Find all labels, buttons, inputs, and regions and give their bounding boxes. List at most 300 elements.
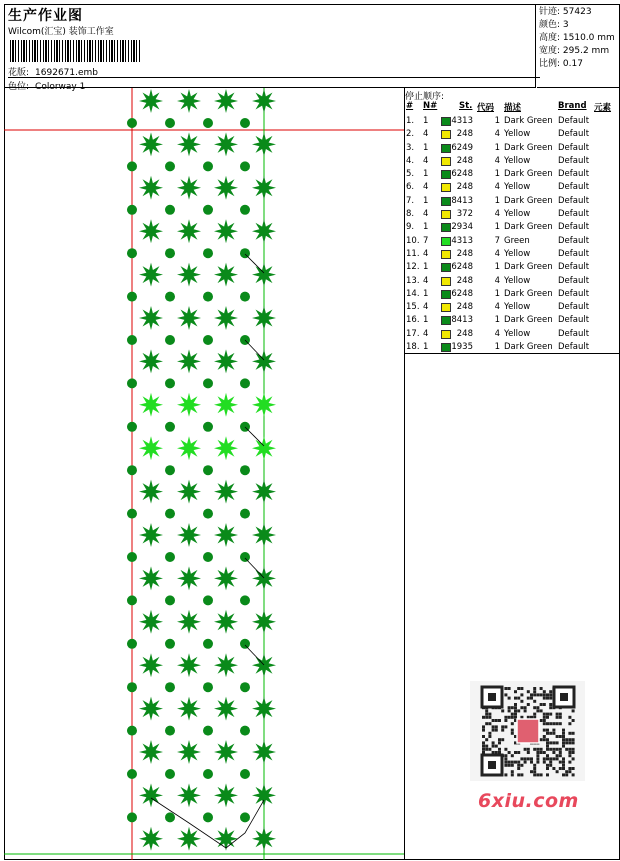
qr-module bbox=[508, 716, 511, 719]
leaf-motif-center bbox=[147, 357, 156, 366]
qr-module bbox=[556, 716, 559, 719]
table-row bbox=[405, 301, 620, 314]
leaf-motif-center bbox=[260, 314, 269, 323]
cell-needle: 4 bbox=[423, 302, 429, 313]
leaf-motif-center bbox=[185, 270, 194, 279]
qr-module bbox=[572, 741, 575, 744]
leaf-motif-center bbox=[260, 140, 269, 149]
qr-module bbox=[511, 729, 514, 732]
qr-module bbox=[488, 722, 491, 725]
qr-module bbox=[543, 690, 546, 693]
jump-stitch-line bbox=[245, 340, 264, 360]
dot-motif bbox=[203, 552, 213, 562]
cell-brand: Default bbox=[558, 315, 590, 326]
qr-module bbox=[572, 748, 575, 751]
cell-code: 4 bbox=[494, 155, 500, 166]
qr-module bbox=[546, 741, 549, 744]
qr-module bbox=[524, 709, 527, 712]
qr-module bbox=[504, 725, 507, 728]
qr-module bbox=[508, 751, 511, 754]
stop-sequence-rows bbox=[405, 115, 620, 354]
leaf-motif-center bbox=[185, 487, 194, 496]
dot-motif bbox=[165, 552, 175, 562]
qr-module bbox=[543, 738, 546, 741]
design-file: 1692671.emb bbox=[35, 68, 99, 78]
cell-desc: Yellow bbox=[504, 248, 531, 259]
table-row bbox=[405, 155, 620, 168]
qr-module bbox=[520, 706, 523, 709]
qr-module bbox=[572, 757, 575, 760]
stop-sequence-panel bbox=[405, 88, 620, 354]
qr-module bbox=[543, 735, 546, 738]
leaf-motif-center bbox=[185, 140, 194, 149]
cell-needle: 1 bbox=[423, 342, 429, 353]
cell-desc: Yellow bbox=[504, 209, 531, 220]
qr-module bbox=[546, 729, 549, 732]
dot-motif bbox=[165, 595, 175, 605]
qr-module bbox=[482, 725, 485, 728]
cell-stitches: 372 bbox=[456, 209, 473, 220]
qr-module bbox=[498, 741, 501, 744]
color-swatch bbox=[441, 316, 451, 325]
qr-module bbox=[533, 687, 536, 690]
leaf-motif-center bbox=[185, 791, 194, 800]
leaf-motif-center bbox=[222, 400, 231, 409]
qr-module bbox=[533, 690, 536, 693]
cell-code: 4 bbox=[494, 209, 500, 220]
qr-module bbox=[540, 719, 543, 722]
qr-module bbox=[533, 767, 536, 770]
cell-code: 1 bbox=[494, 262, 500, 273]
dot-motif bbox=[165, 639, 175, 649]
dot-motif bbox=[127, 595, 137, 605]
cell-code: 4 bbox=[494, 248, 500, 259]
qr-module bbox=[562, 773, 565, 776]
qr-module bbox=[511, 754, 514, 757]
leaf-motif-center bbox=[222, 661, 231, 670]
color-swatch bbox=[441, 223, 451, 232]
qr-module bbox=[549, 697, 552, 700]
table-row bbox=[405, 221, 620, 234]
qr-module bbox=[562, 738, 565, 741]
qr-module bbox=[546, 773, 549, 776]
qr-module bbox=[536, 757, 539, 760]
qr-module bbox=[501, 725, 504, 728]
table-row bbox=[405, 115, 620, 128]
qr-module bbox=[504, 719, 507, 722]
cell-desc: Yellow bbox=[504, 328, 531, 339]
qr-module bbox=[504, 687, 507, 690]
cell-no: 7. bbox=[406, 195, 415, 206]
col-header-st: St. bbox=[459, 101, 473, 111]
qr-module bbox=[492, 719, 495, 722]
leaf-motif-center bbox=[260, 444, 269, 453]
qr-module bbox=[546, 745, 549, 748]
leaf-motif-center bbox=[222, 748, 231, 757]
cell-no: 18. bbox=[406, 342, 420, 353]
cell-stitches: 4313 bbox=[451, 116, 473, 126]
cell-code: 4 bbox=[494, 182, 500, 193]
cell-brand: Default bbox=[558, 328, 590, 339]
qr-module bbox=[517, 773, 520, 776]
qr-module bbox=[514, 761, 517, 764]
cell-brand: Default bbox=[558, 182, 590, 193]
qr-module bbox=[540, 748, 543, 751]
color-swatch bbox=[441, 157, 451, 166]
leaf-motif-center bbox=[222, 834, 231, 843]
dot-motif bbox=[165, 292, 175, 302]
qr-module bbox=[517, 751, 520, 754]
color-swatch bbox=[441, 290, 451, 299]
qr-module bbox=[543, 761, 546, 764]
cell-code: 4 bbox=[494, 302, 500, 313]
qr-module bbox=[565, 770, 568, 773]
qr-module bbox=[549, 764, 552, 767]
qr-module bbox=[540, 693, 543, 696]
cell-needle: 1 bbox=[423, 195, 429, 206]
leaf-motif-center bbox=[222, 357, 231, 366]
qr-module bbox=[556, 722, 559, 725]
cell-desc: Dark Green bbox=[504, 315, 553, 326]
leaf-motif-center bbox=[185, 400, 194, 409]
jump-stitch-line bbox=[245, 558, 264, 578]
leaf-motif-center bbox=[185, 704, 194, 713]
table-row bbox=[405, 208, 620, 221]
leaf-motif-center bbox=[222, 97, 231, 106]
cell-needle: 1 bbox=[423, 315, 429, 326]
leaf-motif-center bbox=[222, 704, 231, 713]
cell-code: 1 bbox=[494, 116, 500, 126]
qr-module bbox=[572, 767, 575, 770]
leaf-motif-center bbox=[147, 748, 156, 757]
cell-code: 1 bbox=[494, 142, 500, 153]
qr-module bbox=[508, 764, 511, 767]
cell-code: 1 bbox=[494, 195, 500, 206]
dot-motif bbox=[203, 292, 213, 302]
qr-module bbox=[572, 709, 575, 712]
qr-module bbox=[504, 764, 507, 767]
leaf-motif-center bbox=[222, 270, 231, 279]
cell-desc: Yellow bbox=[504, 129, 531, 140]
qr-module bbox=[568, 732, 571, 735]
dot-motif bbox=[165, 205, 175, 215]
design-label: 花版: bbox=[8, 68, 30, 78]
jump-stitch-line bbox=[245, 254, 264, 273]
dot-motif bbox=[127, 812, 137, 822]
spec-scale: 比例: 0.17 bbox=[539, 59, 583, 69]
cell-needle: 1 bbox=[423, 222, 429, 233]
qr-module bbox=[504, 761, 507, 764]
qr-module bbox=[530, 697, 533, 700]
qr-module bbox=[520, 773, 523, 776]
qr-module bbox=[543, 713, 546, 716]
qr-module bbox=[495, 725, 498, 728]
dot-motif bbox=[203, 509, 213, 519]
dot-motif bbox=[127, 726, 137, 736]
cell-code: 4 bbox=[494, 328, 500, 339]
qr-module bbox=[511, 770, 514, 773]
leaf-motif-center bbox=[222, 791, 231, 800]
leaf-motif-center bbox=[147, 270, 156, 279]
qr-module bbox=[559, 735, 562, 738]
qr-module bbox=[568, 770, 571, 773]
qr-finder-center bbox=[560, 693, 568, 701]
qr-module bbox=[543, 757, 546, 760]
header-block bbox=[4, 4, 536, 92]
qr-module bbox=[530, 693, 533, 696]
qr-module bbox=[546, 754, 549, 757]
qr-module bbox=[546, 748, 549, 751]
leaf-motif-center bbox=[147, 183, 156, 192]
qr-module bbox=[514, 703, 517, 706]
dot-motif bbox=[127, 292, 137, 302]
cell-needle: 4 bbox=[423, 328, 429, 339]
qr-module bbox=[511, 722, 514, 725]
design-canvas bbox=[4, 88, 405, 860]
qr-module bbox=[536, 773, 539, 776]
qr-module bbox=[556, 757, 559, 760]
leaf-motif-center bbox=[260, 357, 269, 366]
cell-stitches: 6248 bbox=[451, 288, 473, 299]
leaf-motif-center bbox=[185, 748, 194, 757]
leaf-motif-center bbox=[147, 617, 156, 626]
watermark-logo: 6xiu.com bbox=[478, 790, 579, 812]
color-swatch bbox=[441, 117, 451, 126]
qr-module bbox=[568, 748, 571, 751]
qr-module bbox=[546, 722, 549, 725]
leaf-motif-center bbox=[260, 531, 269, 540]
table-row bbox=[405, 195, 620, 208]
qr-module bbox=[533, 693, 536, 696]
qr-module bbox=[536, 709, 539, 712]
qr-module bbox=[568, 741, 571, 744]
qr-module bbox=[511, 732, 514, 735]
qr-module bbox=[533, 748, 536, 751]
cell-desc: Dark Green bbox=[504, 288, 553, 299]
cell-brand: Default bbox=[558, 275, 590, 286]
qr-module bbox=[524, 706, 527, 709]
qr-module bbox=[495, 745, 498, 748]
leaf-motif-center bbox=[260, 748, 269, 757]
qr-module bbox=[546, 713, 549, 716]
cell-stitches: 6248 bbox=[451, 169, 473, 180]
cell-code: 1 bbox=[494, 342, 500, 353]
leaf-motif-center bbox=[185, 357, 194, 366]
cell-no: 16. bbox=[406, 315, 420, 326]
cell-no: 3. bbox=[406, 142, 415, 153]
qr-module bbox=[556, 735, 559, 738]
qr-module bbox=[527, 697, 530, 700]
qr-module bbox=[511, 713, 514, 716]
colorway-label: 色位: bbox=[8, 82, 30, 92]
leaf-motif-center bbox=[147, 444, 156, 453]
cell-brand: Default bbox=[558, 142, 590, 153]
cell-brand: Default bbox=[558, 288, 590, 299]
qr-module bbox=[485, 748, 488, 751]
qr-module bbox=[536, 754, 539, 757]
qr-module bbox=[559, 716, 562, 719]
dot-motif bbox=[203, 639, 213, 649]
cell-no: 8. bbox=[406, 209, 415, 220]
leaf-motif-center bbox=[185, 227, 194, 236]
cell-code: 1 bbox=[494, 288, 500, 299]
cell-desc: Dark Green bbox=[504, 195, 553, 206]
qr-module bbox=[504, 693, 507, 696]
cell-desc: Dark Green bbox=[504, 262, 553, 273]
leaf-motif-center bbox=[222, 531, 231, 540]
qr-module bbox=[485, 745, 488, 748]
cell-desc: Yellow bbox=[504, 182, 531, 193]
qr-module bbox=[514, 751, 517, 754]
qr-module bbox=[559, 722, 562, 725]
color-swatch bbox=[441, 303, 451, 312]
dot-motif bbox=[127, 509, 137, 519]
cell-stitches: 6249 bbox=[451, 142, 473, 153]
qr-module bbox=[511, 773, 514, 776]
qr-module bbox=[549, 722, 552, 725]
table-row bbox=[405, 328, 620, 341]
dot-motif bbox=[203, 465, 213, 475]
leaf-motif-center bbox=[185, 661, 194, 670]
dot-motif bbox=[127, 118, 137, 128]
qr-module bbox=[559, 754, 562, 757]
qr-module bbox=[549, 757, 552, 760]
qr-module bbox=[556, 713, 559, 716]
qr-module bbox=[549, 713, 552, 716]
spec-colors: 颜色: 3 bbox=[539, 20, 569, 30]
qr-module bbox=[552, 757, 555, 760]
qr-module bbox=[549, 690, 552, 693]
table-row bbox=[405, 128, 620, 141]
leaf-motif-center bbox=[185, 97, 194, 106]
qr-center-logo bbox=[517, 719, 539, 743]
dot-motif bbox=[240, 639, 250, 649]
cell-brand: Default bbox=[558, 129, 590, 140]
qr-module bbox=[562, 764, 565, 767]
dot-motif bbox=[165, 726, 175, 736]
cell-desc: Green bbox=[504, 235, 530, 246]
qr-module bbox=[520, 693, 523, 696]
specs-block bbox=[537, 4, 620, 88]
qr-module bbox=[517, 764, 520, 767]
col-header-brand: Brand bbox=[558, 101, 587, 111]
qr-module bbox=[488, 713, 491, 716]
qr-module bbox=[482, 745, 485, 748]
qr-module bbox=[546, 764, 549, 767]
dot-motif bbox=[127, 769, 137, 779]
qr-module bbox=[562, 761, 565, 764]
qr-module bbox=[514, 713, 517, 716]
leaf-motif-center bbox=[222, 574, 231, 583]
qr-module bbox=[572, 751, 575, 754]
qr-finder-center bbox=[488, 693, 496, 701]
dot-motif bbox=[203, 118, 213, 128]
qr-module bbox=[530, 761, 533, 764]
qr-module bbox=[492, 741, 495, 744]
leaf-motif-center bbox=[185, 834, 194, 843]
leaf-motif-center bbox=[147, 791, 156, 800]
qr-module bbox=[543, 716, 546, 719]
dot-motif bbox=[127, 335, 137, 345]
cell-needle: 4 bbox=[423, 182, 429, 193]
cell-stitches: 6248 bbox=[451, 262, 473, 273]
cell-desc: Dark Green bbox=[504, 116, 553, 126]
table-row bbox=[405, 341, 620, 354]
cell-stitches: 248 bbox=[456, 302, 473, 313]
qr-code bbox=[470, 681, 585, 781]
qr-module bbox=[559, 767, 562, 770]
cell-no: 1. bbox=[406, 116, 415, 126]
qr-module bbox=[498, 738, 501, 741]
qr-module bbox=[511, 764, 514, 767]
table-row bbox=[405, 314, 620, 327]
leaf-motif-center bbox=[222, 314, 231, 323]
table-row bbox=[405, 288, 620, 301]
qr-module bbox=[524, 757, 527, 760]
cell-needle: 4 bbox=[423, 155, 429, 166]
qr-module bbox=[552, 767, 555, 770]
qr-module bbox=[540, 703, 543, 706]
cell-needle: 4 bbox=[423, 275, 429, 286]
qr-module bbox=[562, 729, 565, 732]
qr-module bbox=[508, 709, 511, 712]
col-header-desc: 描述 bbox=[504, 103, 522, 113]
cell-brand: Default bbox=[558, 262, 590, 273]
cell-needle: 4 bbox=[423, 129, 429, 140]
qr-module bbox=[530, 757, 533, 760]
qr-module bbox=[546, 693, 549, 696]
cell-needle: 4 bbox=[423, 248, 429, 259]
qr-module bbox=[556, 748, 559, 751]
dot-motif bbox=[240, 552, 250, 562]
cell-no: 11. bbox=[406, 248, 420, 259]
qr-module bbox=[533, 764, 536, 767]
page-title: 生产作业图 bbox=[8, 8, 83, 24]
qr-module bbox=[536, 693, 539, 696]
qr-module bbox=[508, 697, 511, 700]
qr-module bbox=[501, 709, 504, 712]
dot-motif bbox=[203, 205, 213, 215]
qr-module bbox=[546, 716, 549, 719]
dot-motif bbox=[240, 248, 250, 258]
qr-module bbox=[495, 729, 498, 732]
color-swatch bbox=[441, 210, 451, 219]
qr-module bbox=[536, 751, 539, 754]
qr-module bbox=[504, 754, 507, 757]
cell-needle: 4 bbox=[423, 209, 429, 220]
col-header-elem: 元素 bbox=[594, 103, 612, 113]
qr-module bbox=[520, 687, 523, 690]
qr-module bbox=[540, 751, 543, 754]
cell-no: 14. bbox=[406, 288, 420, 299]
qr-module bbox=[572, 732, 575, 735]
table-row bbox=[405, 261, 620, 274]
cell-brand: Default bbox=[558, 195, 590, 206]
qr-module bbox=[517, 687, 520, 690]
qr-module bbox=[562, 745, 565, 748]
qr-module bbox=[527, 748, 530, 751]
qr-module bbox=[536, 706, 539, 709]
dot-motif bbox=[127, 639, 137, 649]
cell-no: 9. bbox=[406, 222, 415, 233]
leaf-motif-center bbox=[260, 791, 269, 800]
qr-module bbox=[543, 729, 546, 732]
leaf-motif-center bbox=[260, 227, 269, 236]
leaf-motif-center bbox=[222, 444, 231, 453]
spec-width: 宽度: 295.2 mm bbox=[539, 46, 610, 56]
leaf-motif-center bbox=[185, 617, 194, 626]
cell-needle: 1 bbox=[423, 262, 429, 273]
